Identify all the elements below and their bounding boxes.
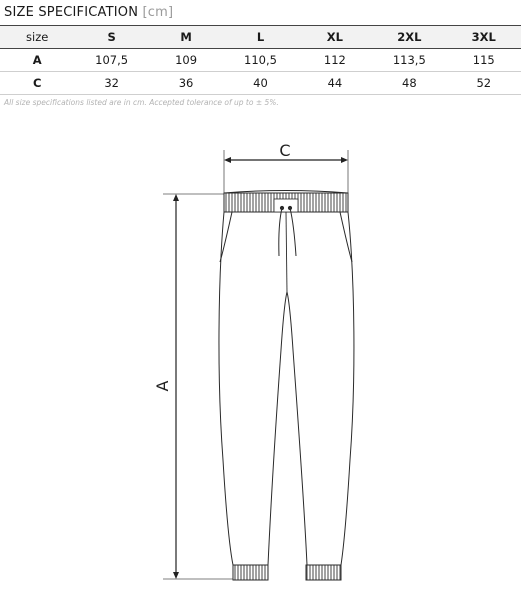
cell-c-2xl: 48 <box>402 76 417 90</box>
drawstring-right <box>290 208 296 256</box>
cell-c-m: 36 <box>178 76 194 90</box>
col-header-2xl: 2XL <box>397 30 422 44</box>
cell-a-2xl: 113,5 <box>392 53 426 67</box>
dimension-c <box>224 141 348 193</box>
cell-c-s: 32 <box>104 76 119 90</box>
cell-a-l: 110,5 <box>244 53 277 67</box>
left-outseam <box>219 212 233 565</box>
row-label-a: A <box>32 53 42 67</box>
inseam <box>268 292 307 565</box>
tolerance-note: All size specifications listed are in cm. Accepted tolerance of up to ± 5%. <box>4 98 279 107</box>
eyelet-right <box>288 206 291 209</box>
dim-c-label: C <box>279 141 291 160</box>
row-label-c: C <box>32 76 42 90</box>
col-header-size: size <box>26 30 49 44</box>
cell-a-xl: 112 <box>323 53 346 67</box>
cell-a-3xl: 115 <box>472 53 495 67</box>
cell-a-m: 109 <box>175 53 198 67</box>
cuff-left <box>233 565 268 580</box>
right-outseam <box>341 212 354 565</box>
col-header-l: L <box>256 30 265 44</box>
dim-a-label: A <box>153 380 172 392</box>
dim-c-arrow-right <box>341 157 348 163</box>
dim-c-arrow-left <box>224 157 231 163</box>
cell-c-l: 40 <box>253 76 268 90</box>
col-header-xl: XL <box>326 30 343 44</box>
dim-a-arrow-top <box>173 194 179 201</box>
col-header-s: S <box>107 30 116 44</box>
spec-title-text: SIZE SPECIFICATION <box>4 5 139 20</box>
cuff-right <box>306 565 341 580</box>
cell-a-s: 107,5 <box>95 53 129 67</box>
dim-a-arrow-bottom <box>173 572 179 579</box>
col-header-m: M <box>180 30 192 44</box>
spec-unit: [cm] <box>142 5 174 20</box>
center-seam <box>286 212 287 292</box>
col-header-3xl: 3XL <box>471 30 496 44</box>
drawstring-panel <box>274 199 298 212</box>
cell-c-3xl: 52 <box>476 76 492 90</box>
cell-c-xl: 44 <box>327 76 343 90</box>
drawstring-left <box>279 208 282 256</box>
eyelet-left <box>280 206 283 209</box>
pants-illustration <box>219 191 354 581</box>
